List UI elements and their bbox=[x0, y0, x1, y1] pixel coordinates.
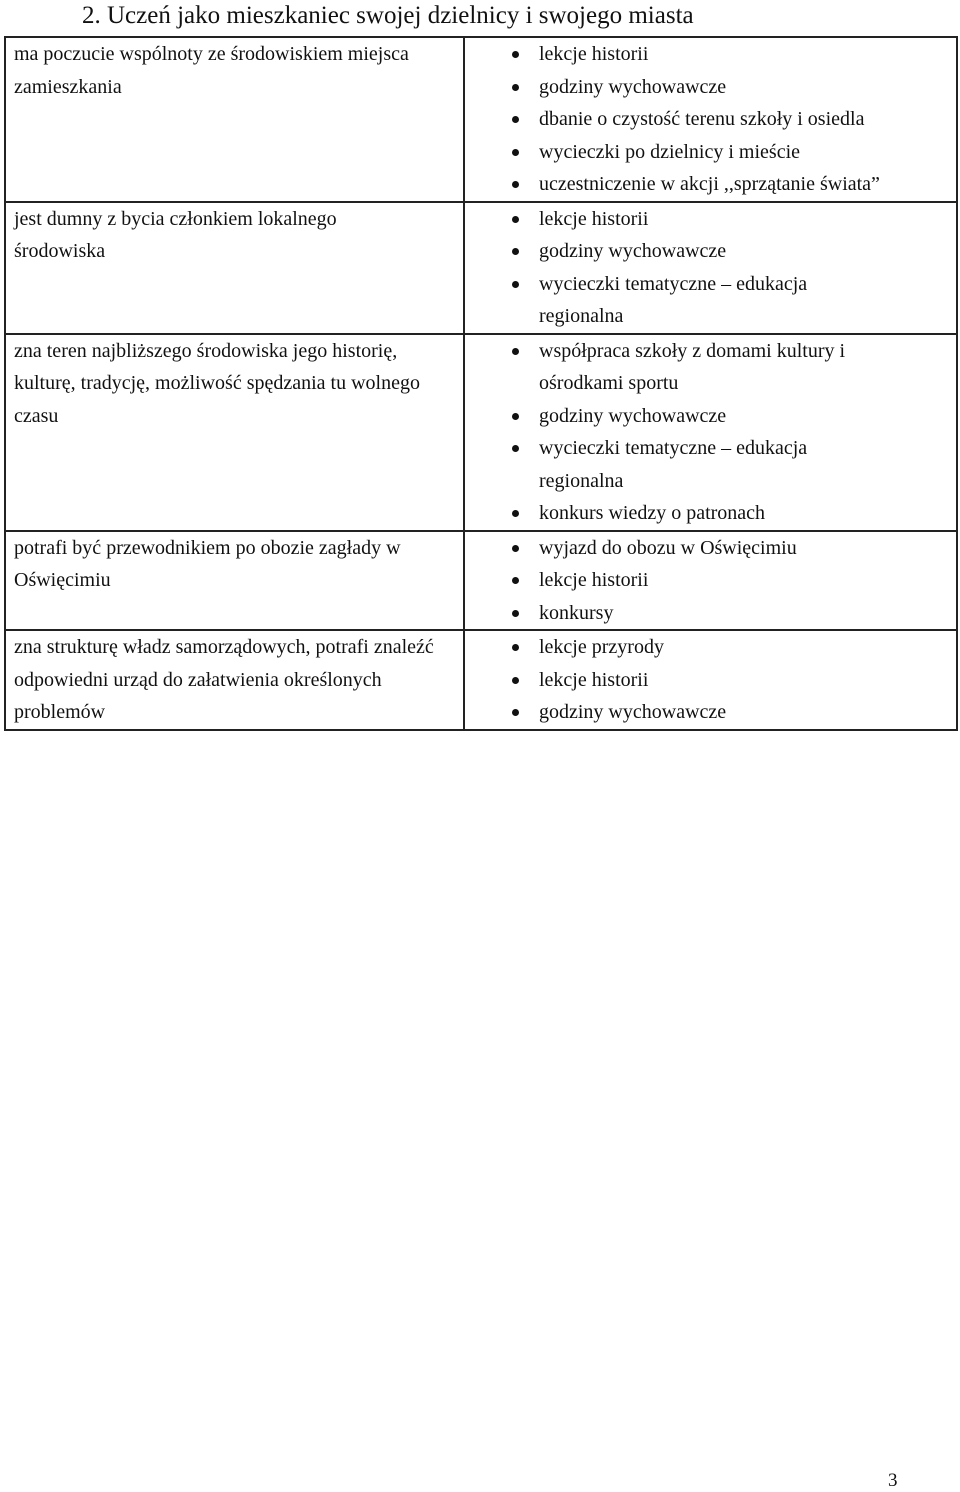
list-item: godziny wychowawcze bbox=[471, 400, 952, 433]
goal-cell bbox=[5, 37, 464, 202]
table-row bbox=[5, 37, 957, 202]
activities-list bbox=[471, 532, 952, 630]
page-number: 3 bbox=[888, 1470, 898, 1491]
section-heading: 2. Uczeń jako mieszkaniec swojej dzielnicy i swojego miasta bbox=[82, 2, 694, 29]
list-item: godziny wychowawcze bbox=[471, 696, 952, 729]
list-item: wycieczki po dzielnicy i mieście bbox=[471, 136, 952, 169]
list-item: wycieczki tematyczne – edukacja regionalna bbox=[471, 432, 952, 497]
activities-cell bbox=[464, 334, 957, 531]
goal-text: zna teren najbliższego środowiska jego historię, kulturę, tradycję, możliwość spędzania tu wolnego czasu bbox=[14, 339, 420, 427]
plan-table bbox=[4, 36, 958, 731]
goal-text: zna strukturę władz samorządowych, potrafi znaleźć odpowiedni urząd do załatwienia określonych problemów bbox=[14, 636, 434, 723]
activities-list bbox=[471, 38, 952, 201]
activities-cell bbox=[464, 37, 957, 202]
list-item: wycieczki tematyczne – edukacja regionalna bbox=[471, 268, 952, 333]
goal-text: ma poczucie wspólnoty ze środowiskiem miejsca zamieszkania bbox=[14, 43, 409, 98]
list-item: współpraca szkoły z domami kultury i ośrodkami sportu bbox=[471, 335, 952, 400]
goal-cell bbox=[5, 202, 464, 334]
table-row bbox=[5, 531, 957, 631]
goal-cell bbox=[5, 334, 464, 531]
activities-list bbox=[471, 203, 952, 333]
list-item: wyjazd do obozu w Oświęcimiu bbox=[471, 532, 952, 565]
list-item: konkursy bbox=[471, 597, 952, 630]
list-item: lekcje historii bbox=[471, 38, 952, 71]
list-item: dbanie o czystość terenu szkoły i osiedla bbox=[471, 103, 952, 136]
activities-cell bbox=[464, 630, 957, 730]
table-row bbox=[5, 334, 957, 531]
activities-list bbox=[471, 631, 952, 729]
table-row bbox=[5, 202, 957, 334]
goal-cell bbox=[5, 531, 464, 631]
list-item: uczestniczenie w akcji ,,sprzątanie świata” bbox=[471, 168, 952, 201]
goal-text: potrafi być przewodnikiem po obozie zagłady w Oświęcimiu bbox=[14, 536, 401, 591]
list-item: lekcje historii bbox=[471, 564, 952, 597]
goal-cell bbox=[5, 630, 464, 730]
table-row bbox=[5, 630, 957, 730]
activities-cell bbox=[464, 531, 957, 631]
list-item: godziny wychowawcze bbox=[471, 71, 952, 104]
list-item: lekcje historii bbox=[471, 664, 952, 697]
list-item: lekcje historii bbox=[471, 203, 952, 236]
goal-text: jest dumny z bycia członkiem lokalnego środowiska bbox=[14, 207, 337, 262]
activities-cell bbox=[464, 202, 957, 334]
activities-list bbox=[471, 335, 952, 530]
list-item: godziny wychowawcze bbox=[471, 235, 952, 268]
list-item: konkurs wiedzy o patronach bbox=[471, 497, 952, 530]
list-item: lekcje przyrody bbox=[471, 631, 952, 664]
